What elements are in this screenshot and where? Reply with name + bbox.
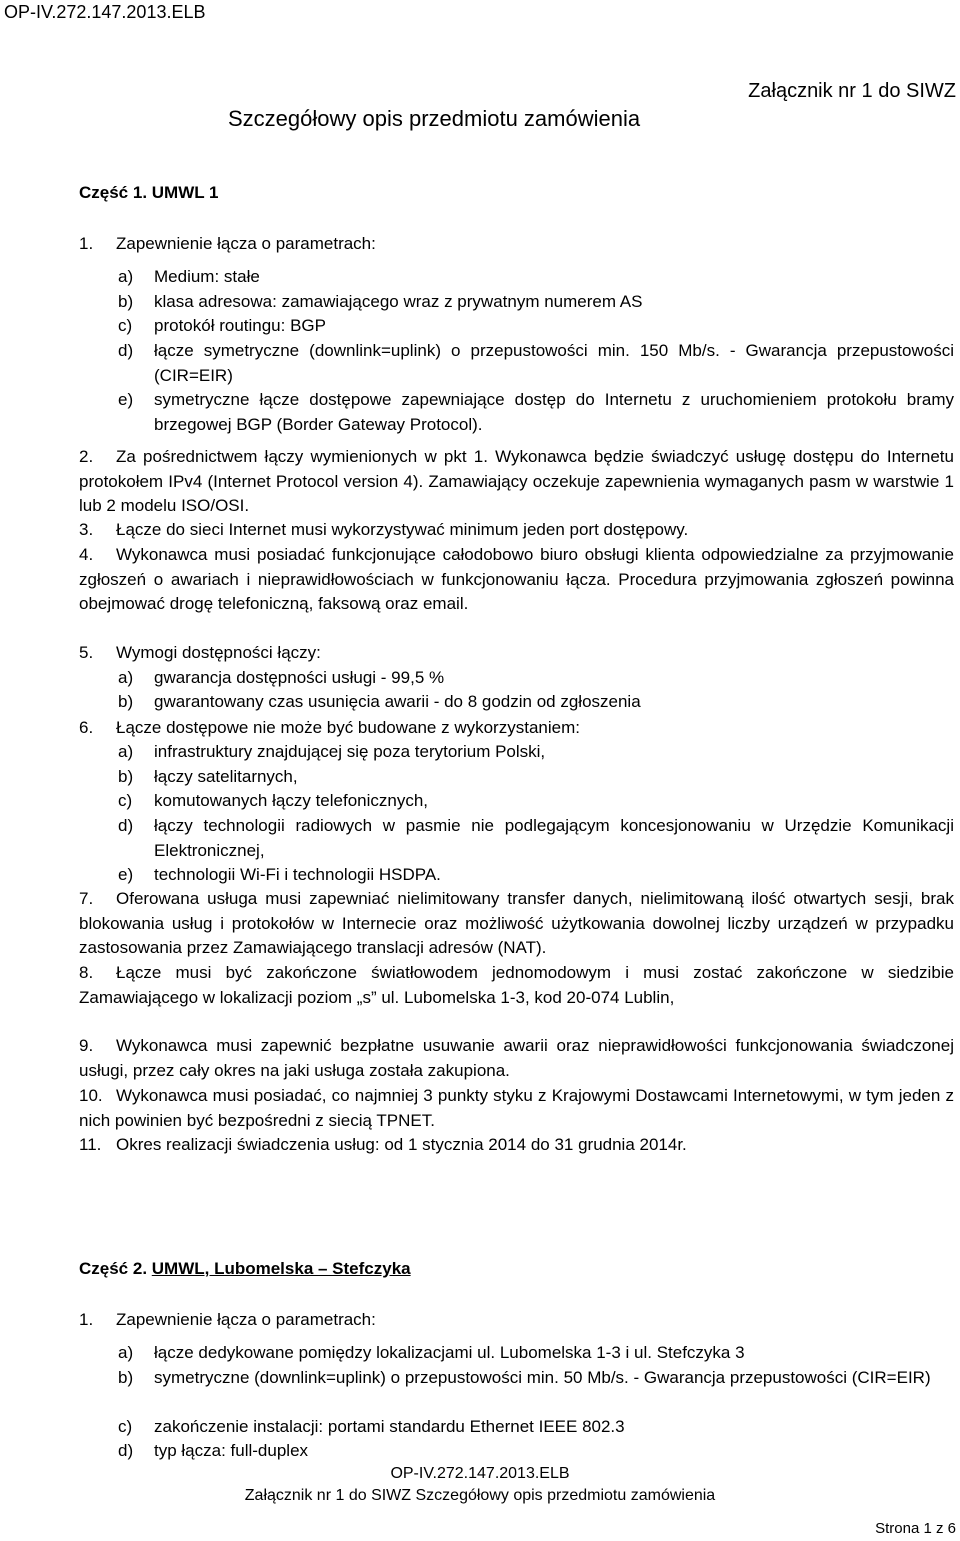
list-item-text: gwarantowany czas usunięcia awarii - do 8 godzin od zgłoszenia xyxy=(154,692,641,711)
paragraph-number: 3. xyxy=(79,520,94,539)
numbered-paragraph xyxy=(79,1084,954,1133)
paragraph-number: 2. xyxy=(79,447,94,466)
list-item xyxy=(118,290,954,315)
paragraph-text: Zapewnienie łącza o parametrach: xyxy=(116,234,376,253)
numbered-paragraph xyxy=(79,1133,954,1158)
paragraph-number: 10. xyxy=(79,1086,103,1105)
list-item-letter: c) xyxy=(118,316,133,335)
part2-heading-main: UMWL, Lubomelska – Stefczyka xyxy=(151,1259,411,1278)
list-item xyxy=(118,690,954,715)
list-item-letter: a) xyxy=(118,742,134,761)
list-item-letter: c) xyxy=(118,1417,133,1436)
list-item-letter: c) xyxy=(118,791,133,810)
list-item xyxy=(118,814,954,863)
list-item-text: gwarancja dostępności usługi - 99,5 % xyxy=(154,668,445,687)
numbered-paragraph xyxy=(79,961,954,1010)
list-item-letter: b) xyxy=(118,292,134,311)
paragraph-number: 1. xyxy=(79,1310,94,1329)
paragraph-text: Łącze musi być zakończone światłowodem jednomodowym i musi zostać zakończone w siedzibie Zamawiającego w lokalizacji poziom „s” ul. Lubomelska 1-3, kod 20-074 Lublin, xyxy=(79,963,954,1007)
numbered-paragraph xyxy=(79,716,954,741)
paragraph-text: Wymogi dostępności łączy: xyxy=(116,643,321,662)
paragraph-text: Zapewnienie łącza o parametrach: xyxy=(116,1310,376,1329)
part2-heading-prefix: Część 2. xyxy=(79,1259,152,1278)
list-item-text: infrastruktury znajdującej się poza terytorium Polski, xyxy=(154,742,546,761)
list-item xyxy=(118,1439,954,1464)
paragraph-text: Okres realizacji świadczenia usług: od 1 stycznia 2014 do 31 grudnia 2014r. xyxy=(116,1135,687,1154)
list-item xyxy=(118,740,954,765)
paragraph-text: Wykonawca musi posiadać funkcjonujące całodobowo biuro obsługi klienta odpowiedzialne za przyjmowanie zgłoszeń o awariach i nieprawidłowościach w funkcjonowaniu łącza. Procedura przyjmowania zgłoszeń powinna obejmować drogę telefoniczną, faksową oraz email. xyxy=(79,545,954,613)
list-item-text: łącze dedykowane pomiędzy lokalizacjami ul. Lubomelska 1-3 i ul. Stefczyka 3 xyxy=(154,1343,745,1362)
list-item-text: łączy satelitarnych, xyxy=(154,767,298,786)
list-item-letter: b) xyxy=(118,767,134,786)
list-item-text: zakończenie instalacji: portami standardu Ethernet IEEE 802.3 xyxy=(154,1417,625,1436)
list-item xyxy=(118,863,954,888)
list-item xyxy=(118,1341,954,1366)
paragraph-text: Za pośrednictwem łączy wymienionych w pkt 1. Wykonawca będzie świadczyć usługę dostępu do Internetu protokołem IPv4 (Internet Protocol version 4). Zamawiający oczekuje zapewnienia wymaganych pasm w warstwie 1 lub 2 modelu ISO/OSI. xyxy=(79,447,954,515)
paragraph-number: 8. xyxy=(79,963,94,982)
list-item-text: protokół routingu: BGP xyxy=(154,316,326,335)
list-item-letter: e) xyxy=(118,390,134,409)
numbered-paragraph xyxy=(79,1308,954,1333)
list-item-letter: e) xyxy=(118,865,134,884)
list-item-text: klasa adresowa: zamawiającego wraz z prywatnym numerem AS xyxy=(154,292,643,311)
list-item-letter: d) xyxy=(118,341,134,360)
paragraph-number: 9. xyxy=(79,1036,94,1055)
paragraph-number: 5. xyxy=(79,643,94,662)
list-item xyxy=(118,265,954,290)
list-item-letter: a) xyxy=(118,1343,134,1362)
numbered-paragraph xyxy=(79,1034,954,1083)
list-item xyxy=(118,388,954,437)
list-item-letter: d) xyxy=(118,816,134,835)
list-item xyxy=(118,666,954,691)
paragraph-text: Wykonawca musi zapewnić bezpłatne usuwanie awarii oraz nieprawidłowości funkcjonowania świadczonej usługi, przez cały okres na jaki usługa została zakupiona. xyxy=(79,1036,954,1080)
list-item-text: symetryczne (downlink=uplink) o przepustowości min. 50 Mb/s. - Gwarancja przepustowości (CIR=EIR) xyxy=(154,1368,931,1387)
page-number: Strona 1 z 6 xyxy=(875,1520,956,1537)
paragraph-number: 7. xyxy=(79,889,94,908)
list-item-letter: d) xyxy=(118,1441,134,1460)
document-title: Szczegółowy opis przedmiotu zamówienia xyxy=(228,106,641,131)
paragraph-number: 6. xyxy=(79,718,94,737)
list-item xyxy=(118,1415,954,1440)
list-item-text: typ łącza: full-duplex xyxy=(154,1441,309,1460)
part2-heading xyxy=(79,1259,411,1279)
annex-label: Załącznik nr 1 do SIWZ xyxy=(748,80,956,102)
paragraph-text: Oferowana usługa musi zapewniać nielimitowany transfer danych, nielimitowaną ilość otwartych sesji, brak blokowania usług i protokołów w Internecie oraz możliwość użytkowania dowolnej liczby urządzeń w przypadku zastosowania przez Zamawiającego translacji adresów (NAT). xyxy=(79,889,954,957)
footer-description: Załącznik nr 1 do SIWZ Szczegółowy opis przedmiotu zamówienia xyxy=(244,1487,716,1504)
list-item-text: komutowanych łączy telefonicznych, xyxy=(154,791,429,810)
paragraph-number: 11. xyxy=(79,1135,102,1154)
list-item-letter: b) xyxy=(118,1368,134,1387)
list-item-letter: b) xyxy=(118,692,134,711)
part1-heading: Część 1. UMWL 1 xyxy=(79,183,219,202)
list-item-letter: a) xyxy=(118,267,134,286)
numbered-paragraph xyxy=(79,887,954,961)
list-item-text: symetryczne łącze dostępowe zapewniające dostęp do Internetu z uruchomieniem protokołu bramy brzegowej BGP (Border Gateway Protocol). xyxy=(154,390,954,434)
numbered-paragraph xyxy=(79,518,954,543)
list-item xyxy=(118,765,954,790)
list-item xyxy=(118,314,954,339)
numbered-paragraph xyxy=(79,543,954,617)
list-item xyxy=(118,1366,954,1391)
paragraph-number: 4. xyxy=(79,545,94,564)
numbered-paragraph xyxy=(79,232,954,257)
list-item-text: Medium: stałe xyxy=(154,267,260,286)
list-item-text: technologii Wi-Fi i technologii HSDPA. xyxy=(154,865,441,884)
list-item-text: łącze symetryczne (downlink=uplink) o przepustowości min. 150 Mb/s. - Gwarancja przepustowości (CIR=EIR) xyxy=(154,341,954,385)
paragraph-text: Łącze do sieci Internet musi wykorzystywać minimum jeden port dostępowy. xyxy=(116,520,689,539)
list-item-text: łączy technologii radiowych w pasmie nie podlegającym koncesjonowaniu w Urzędzie Komunikacji Elektronicznej, xyxy=(154,816,954,860)
numbered-paragraph xyxy=(79,641,954,666)
paragraph-number: 1. xyxy=(79,234,94,253)
list-item-letter: a) xyxy=(118,668,134,687)
numbered-paragraph xyxy=(79,445,954,519)
list-item xyxy=(118,339,954,388)
list-item xyxy=(118,789,954,814)
paragraph-text: Łącze dostępowe nie może być budowane z wykorzystaniem: xyxy=(116,718,580,737)
header-reference: OP-IV.272.147.2013.ELB xyxy=(4,2,206,22)
paragraph-text: Wykonawca musi posiadać, co najmniej 3 punkty styku z Krajowymi Dostawcami Internetowymi, w tym jeden z nich powinien być bezpośredni z siecią TPNET. xyxy=(79,1086,954,1130)
footer-reference: OP-IV.272.147.2013.ELB xyxy=(390,1465,570,1482)
